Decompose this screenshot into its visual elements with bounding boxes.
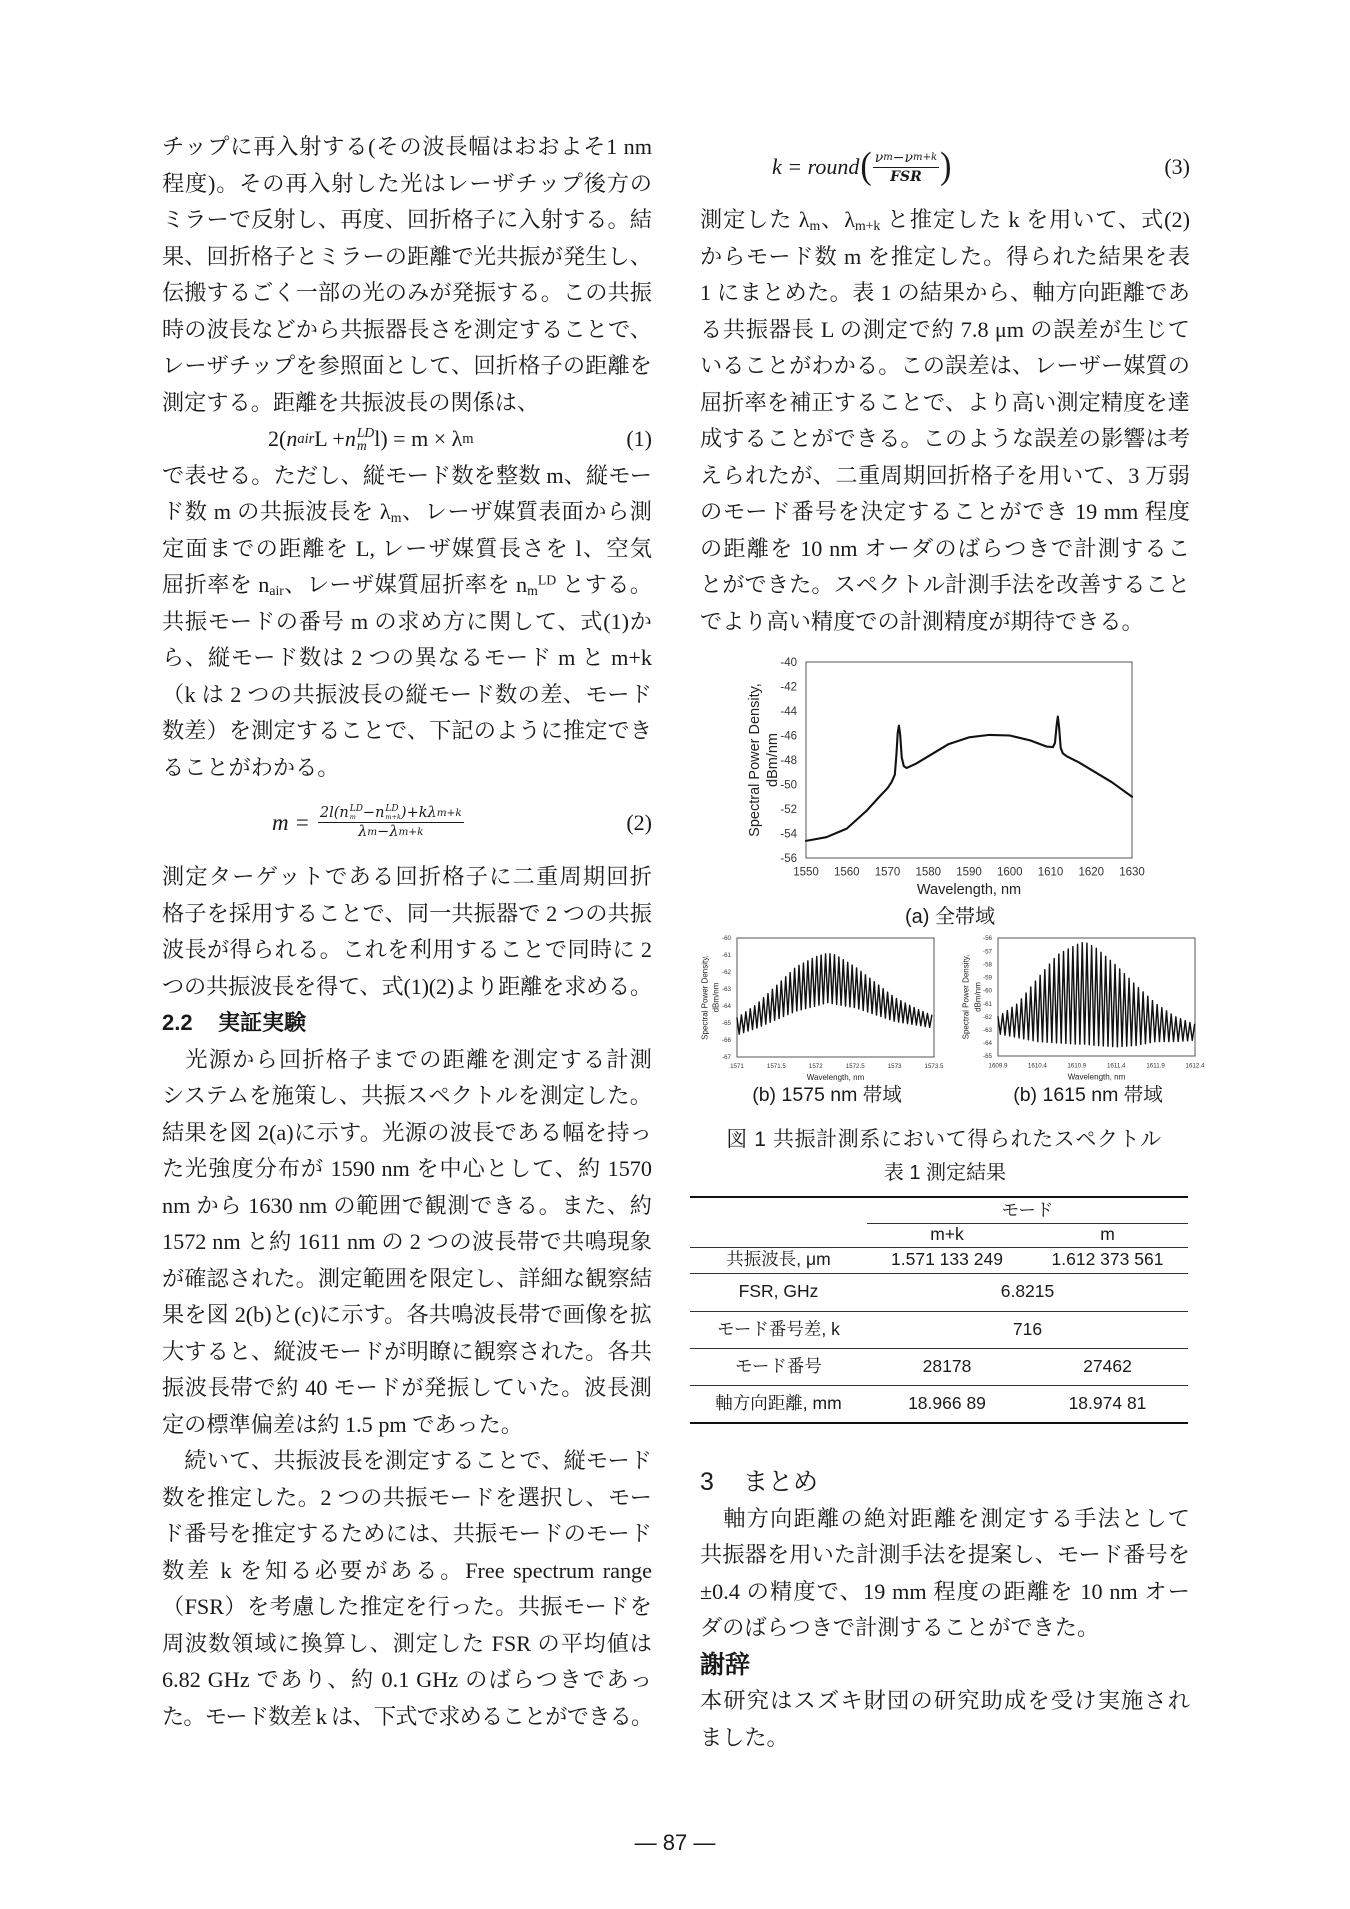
row-label: 軸方向距離, mm [715, 1393, 842, 1413]
section-heading-3 [700, 1464, 1190, 1501]
text-line: 共振器を用いた計測手法を提案し、モード番号を [700, 1542, 1190, 1567]
table-cell: 28178 [867, 1348, 1027, 1385]
x-tick-label: 1611.4 [1106, 1062, 1126, 1070]
text-line: チップに再入射する(その波長幅はおおよそ1 nm [162, 134, 652, 159]
text-line: 定面までの距離を L, レーザ媒質長さを l、空気 [162, 535, 652, 561]
y-tick-label: -62 [983, 1013, 992, 1021]
page-number: — 87 — [634, 1830, 716, 1855]
x-tick-label: 1560 [833, 866, 860, 879]
y-tick-label: -46 [780, 730, 797, 743]
text-line: ド番号を推定するため​には、共振モードのモード [162, 1521, 652, 1546]
y-tick-label: -61 [722, 952, 731, 960]
superscript: LD [537, 572, 557, 588]
y-tick-label: -40 [780, 657, 797, 670]
eq-superscript: LD [356, 424, 375, 440]
equation-3 [700, 145, 1190, 189]
table-cell: 1.612 373 561 [1027, 1247, 1188, 1273]
x-axis-title: Wavelength, nm [916, 882, 1022, 898]
equation-2-body [272, 786, 464, 859]
table-row [690, 1385, 1188, 1423]
eq-symbol: −ν [892, 149, 914, 166]
text-line: た光強度分布が 1590 nm を中心として、約 1570 [162, 1156, 652, 1181]
text-line: 共振モードの番号 m の求め方に関して、式(1)か [162, 608, 652, 634]
row-label: モード番号 [690, 1348, 867, 1385]
figure-caption: 図 1 共振計測系において得られたスペクトル [726, 1128, 1162, 1151]
text-line: いることがわかる。この誤差は、レーザー媒質の [700, 353, 1190, 378]
text-line: 定の標準偏差は約 1.5 pm であった。 [162, 1411, 523, 1437]
equation-3-body [772, 145, 952, 189]
x-tick-label: 1609.9 [988, 1062, 1008, 1070]
text-line: 程度)。その再入射した光はレーザチップ後方の [162, 170, 652, 196]
row-label: FSR, GHz [690, 1273, 867, 1311]
eq-text: −n [362, 805, 385, 821]
text-line: 光源から回折格子までの距離を測定する計測 [162, 1046, 652, 1072]
text-line: 果、回折格子とミラーの距離で光共振が発生し、 [162, 243, 652, 269]
x-tick-label: 1572.5 [845, 1063, 865, 1070]
text-line: 振波長帯で約 40 モードが発振していた。波長測 [162, 1375, 652, 1400]
eq-text: )+kλ [400, 805, 437, 821]
x-axis-title: Wavelength, nm [1067, 1072, 1126, 1082]
y-tick-label: -56 [780, 853, 797, 866]
y-tick-label: -59 [983, 974, 992, 982]
corner-cell [690, 1197, 867, 1247]
section-heading-2-2 [162, 1005, 652, 1042]
section-title: まとめ [743, 1468, 819, 1496]
text-line [700, 202, 1190, 239]
eq-superscript: LD [385, 804, 399, 815]
open-paren: ( [860, 145, 872, 188]
text-line: 軸方向距離の絶対距離を測定する手法として [700, 1505, 1190, 1531]
equation-number: (1) [626, 426, 652, 452]
right-column-conclusion [700, 1464, 1190, 1756]
plot-frame [737, 938, 934, 1057]
text-line: た。モード数差 k は、下式で求めることができる。 [162, 1703, 653, 1729]
y-tick-label: -64 [722, 1003, 731, 1011]
text-line: nm から 1630 nm の範囲で観測できる。また、約 [162, 1192, 652, 1218]
y-tick-label: -62 [722, 969, 731, 977]
y-tick-label: -65 [722, 1020, 731, 1028]
text-line: 6.82 GHz であり、約 0.1 GHz のばらつきであっ [162, 1667, 652, 1692]
eq-lhs: k = round [772, 154, 860, 179]
eq-text: 2( [268, 426, 287, 452]
text-segment: とする。 [556, 572, 653, 597]
text-line: 周波数領域に換算し、測定した FSR の平均値は [162, 1630, 652, 1656]
y-tick-label: -52 [780, 804, 797, 817]
y-tick-label: -63 [983, 1027, 992, 1035]
column-group-header: モード [867, 1197, 1188, 1223]
x-tick-label: 1610.4 [1027, 1062, 1047, 1070]
y-tick-label: -60 [983, 987, 992, 995]
text-line: 1 にまとめた。表 1 の結果から、軸方向距離であ [700, 280, 1190, 305]
text-line: 格子を採用することで、同一共振器で 2 つの共振 [162, 900, 652, 926]
text-segment: 屈折率を n [162, 572, 270, 597]
close-paren: ) [940, 145, 952, 188]
plot-frame [806, 662, 1132, 858]
table-row [690, 1273, 1188, 1311]
text-line: ダのばらつきで計測することができた。 [700, 1615, 1100, 1640]
y-axis-title: dBm/nm [765, 733, 781, 787]
text-segment: 、λ [820, 207, 855, 232]
section-number: 2.2 [162, 1010, 193, 1035]
eq-symbol: FSR [890, 168, 922, 185]
text-line: 果を図 2(b)と(c)に示す。各共鳴波長帯で画像を拡 [162, 1302, 652, 1327]
text-line: ミラーで反射し、再度、回折格子に入射する。結 [162, 207, 652, 232]
spectrum-line [737, 954, 932, 1034]
text-line [162, 494, 652, 531]
x-tick-label: 1610 [1037, 866, 1064, 879]
spectrum-line [806, 717, 1132, 841]
y-axis-title: Spectral Power Density, [700, 955, 710, 1040]
text-line: システムを施策し、共振スペクトルを測定した。 [162, 1083, 652, 1108]
fraction-numerator: ν m −ν m+k [874, 149, 938, 166]
x-tick-label: 1550 [793, 866, 819, 879]
text-line: 測定する。距離を共振波長の関係は、 [162, 389, 540, 415]
table-row [690, 1247, 1188, 1273]
x-tick-label: 1571.5 [766, 1063, 786, 1070]
text-line: 波長が得られる。これを利用することで同時に 2 [162, 937, 652, 962]
y-tick-label: -56 [983, 935, 992, 943]
x-tick-label: 1571 [730, 1063, 744, 1070]
table-row [690, 1311, 1188, 1348]
fraction [318, 805, 464, 840]
eq-sup-sub [357, 426, 374, 453]
text-line: 数を推定した。2 つの共振モードを選択し、モー [162, 1484, 652, 1510]
eq-subscript: m [356, 438, 367, 454]
fraction-denominator: λ m −λ m+k [358, 824, 424, 840]
fraction-denominator [890, 168, 922, 185]
equation-2 [162, 786, 652, 859]
eq-text: λ [358, 824, 368, 840]
y-tick-label: -44 [780, 706, 797, 719]
column-header: m+k [867, 1223, 1027, 1247]
table-cell: 27462 [1027, 1348, 1188, 1385]
y-tick-label: -65 [983, 1053, 992, 1061]
acknowledgments-heading: 謝辞 [700, 1650, 751, 1679]
chart-c-caption: (b) 1615 nm 帯域 [1013, 1084, 1163, 1106]
y-axis-title: Spectral Power Density, [961, 954, 971, 1040]
y-tick-label: -61 [983, 1000, 992, 1008]
text-line: が確認された。測定範囲を限定し、詳細な観察結 [162, 1265, 652, 1291]
subscript: air [269, 583, 284, 599]
table-row [690, 1348, 1188, 1385]
y-tick-label: -54 [780, 828, 797, 841]
x-tick-label: 1580 [915, 866, 942, 879]
text-line: からモード数 m を推定した。得られた結果を表 [700, 243, 1190, 269]
eq-symbol: n [286, 426, 298, 452]
table-header-row [690, 1197, 1188, 1223]
equation-1 [162, 421, 652, 458]
x-tick-label: 1572 [808, 1063, 823, 1070]
text-segment: 、レーザ媒質表面から測 [401, 499, 652, 524]
x-tick-label: 1590 [956, 866, 982, 879]
chart-b-caption: (b) 1575 nm 帯域 [752, 1084, 902, 1106]
subscript: m+k [854, 218, 881, 234]
text-line: ±0.4 の精度で、19 mm 程度の距離を 10 nm オー [700, 1578, 1190, 1604]
text-segment: と推定した k を用いて、式(2) [880, 207, 1190, 232]
chart-1615nm-band [962, 935, 1206, 1081]
text-line: 続いて、共振波長を測定することで、縦モード [162, 1448, 652, 1473]
eq-text: 2l(n [319, 805, 349, 821]
y-axis-title: dBm/nm [711, 982, 721, 1013]
chart-a-caption: (a) 全帯域 [905, 906, 995, 928]
subscript: m [527, 583, 538, 599]
text-segment: 測定した λ [700, 207, 810, 232]
row-label: モード番号差, k [690, 1311, 867, 1348]
text-line: 伝搬するごく一部の光のみが発振する。この共振 [162, 280, 652, 305]
text-segment: 、レーザ媒質屈折率を n [283, 572, 528, 597]
row-label: 共振波長, μm [690, 1247, 867, 1273]
y-tick-label: -57 [983, 948, 992, 956]
y-axis-title: dBm/nm [973, 982, 983, 1012]
x-tick-label: 1573.5 [924, 1063, 944, 1070]
table-cell: 1.571 133 249 [867, 1247, 1027, 1273]
table-cell: 18.974 81 [1068, 1393, 1147, 1413]
subscript: m [390, 510, 402, 526]
text-line: 時の波長などから共振器長さを測定することで、 [162, 316, 652, 342]
x-axis-title: Wavelength, nm [806, 1073, 865, 1082]
section-title: 実証実験 [218, 1010, 307, 1035]
y-tick-label: -58 [983, 961, 992, 969]
text-line: 結果を図 2(a)に示す。光源の波長である幅を持っ [162, 1119, 652, 1145]
y-tick-label: -67 [722, 1054, 731, 1062]
text-line: 屈折率を補正することで、より高い測定精度を達 [700, 389, 1190, 415]
column-header: m [1027, 1223, 1188, 1247]
text-line: 1572 nm と約 1611 nm の 2 つの波長帯で共鳴現象 [162, 1229, 652, 1254]
results-table [690, 1196, 1188, 1424]
x-tick-label: 1612.4 [1185, 1062, 1205, 1070]
text-line: のモード番号を決定することができ 19 mm 程度 [700, 499, 1190, 524]
equation-number: (3) [1164, 154, 1190, 179]
eq-superscript: LD [349, 804, 363, 815]
x-tick-label: 1600 [996, 866, 1023, 879]
y-tick-label: -66 [722, 1037, 731, 1045]
y-tick-label: -60 [722, 935, 731, 943]
text-line: 大すると、縦波モードが明瞭に観察された。各共 [162, 1338, 652, 1364]
text-line: 数差）を測定することで、下記のように推定でき [162, 718, 652, 743]
text-line: 成することができる。このような誤差の影響は考 [700, 426, 1190, 451]
right-column-text [700, 202, 1190, 640]
text-line: ら、縦モード数は 2 つの異なるモード m と m+k [162, 645, 652, 670]
eq-text: −λ [377, 824, 399, 840]
eq-subscript: m+k [385, 813, 401, 822]
eq-sup-sub [385, 805, 400, 820]
text-line: ることがわかる。 [162, 754, 340, 780]
table-cell: 716 [867, 1311, 1188, 1348]
y-tick-label: -48 [780, 755, 797, 768]
plot-frame [998, 938, 1195, 1056]
equation-number: (2) [626, 809, 652, 835]
text-line: 本研究はスズキ財団の研究助成を受け実施され [700, 1688, 1190, 1713]
fraction [873, 150, 939, 185]
eq-symbol: ν [874, 149, 884, 166]
eq-lhs: m = [272, 809, 310, 835]
text-line: えられたが、二重周期回折格子を用いて、3 万弱 [700, 462, 1190, 488]
eq-text: L + [314, 426, 345, 452]
eq-symbol: n [344, 426, 356, 452]
text-line: 数差 k を知る必要がある。Free spectrum range [162, 1557, 652, 1583]
y-tick-label: -50 [780, 779, 797, 792]
y-tick-label: -42 [780, 681, 797, 694]
text-line: ました。 [700, 1724, 789, 1750]
text-line: る共振器長 L の測定で約 7.8 μm の誤差が生じて [700, 316, 1190, 342]
text-line: でより高い精度での計測精度が期待できる。 [700, 608, 1144, 634]
text-line: 測定ターゲットである回折格子に二重周期回折 [162, 864, 652, 889]
text-line: の距離を 10 nm オーダのばらつきで計測するこ [700, 535, 1190, 561]
eq-text: l) = m × λ [374, 426, 463, 452]
x-tick-label: 1570 [874, 866, 901, 879]
text-line [162, 567, 652, 604]
fraction-numerator: 2l(n LD m −n LD m+k )+kλ m+k [319, 804, 462, 822]
eq-subscript: m [349, 813, 356, 822]
chart-1575nm-band [701, 935, 945, 1082]
x-tick-label: 1573 [887, 1063, 902, 1070]
y-tick-label: -64 [983, 1040, 992, 1048]
eq-sup-sub [350, 805, 363, 820]
text-line: （k は 2 つの共振波長の縦モード数の差、モード [162, 681, 652, 707]
section-number: 3 [700, 1468, 714, 1496]
subscript: m [809, 218, 821, 234]
table-cell: 6.8215 [867, 1273, 1188, 1311]
text-line: で表せる。ただし、縦モード数を整数 m、縦モー [162, 462, 652, 488]
left-column [162, 129, 652, 1735]
text-line: （FSR）を考慮した推定を行った。共振モードを [162, 1594, 652, 1619]
text-line: とができた。スペクトル計測手法を改善すること [700, 572, 1190, 597]
y-axis-title: Spectral Power Density, [747, 683, 763, 837]
chart-full-band [747, 657, 1145, 898]
x-tick-label: 1610.9 [1067, 1062, 1087, 1070]
text-line: つの共振波長を得て、式(1)(2)より距離を求める。 [162, 973, 653, 999]
x-tick-label: 1611.9 [1146, 1062, 1165, 1070]
y-tick-label: -63 [722, 986, 731, 994]
text-segment: ド数 m の共振波長を λ [162, 499, 391, 524]
spectrum-line [998, 943, 1195, 1047]
x-tick-label: 1620 [1078, 866, 1105, 879]
x-tick-label: 1630 [1119, 866, 1145, 879]
results-table-container [690, 1196, 1188, 1424]
table-cell: 18.966 89 [908, 1393, 986, 1413]
table-caption: 表 1 測定結果 [883, 1162, 1007, 1184]
equation-1-body: 2( n air L + n LD m l) = m × λ m [268, 424, 474, 454]
text-line: レーザチップを参照面として、回折格子の距離を [162, 353, 652, 378]
